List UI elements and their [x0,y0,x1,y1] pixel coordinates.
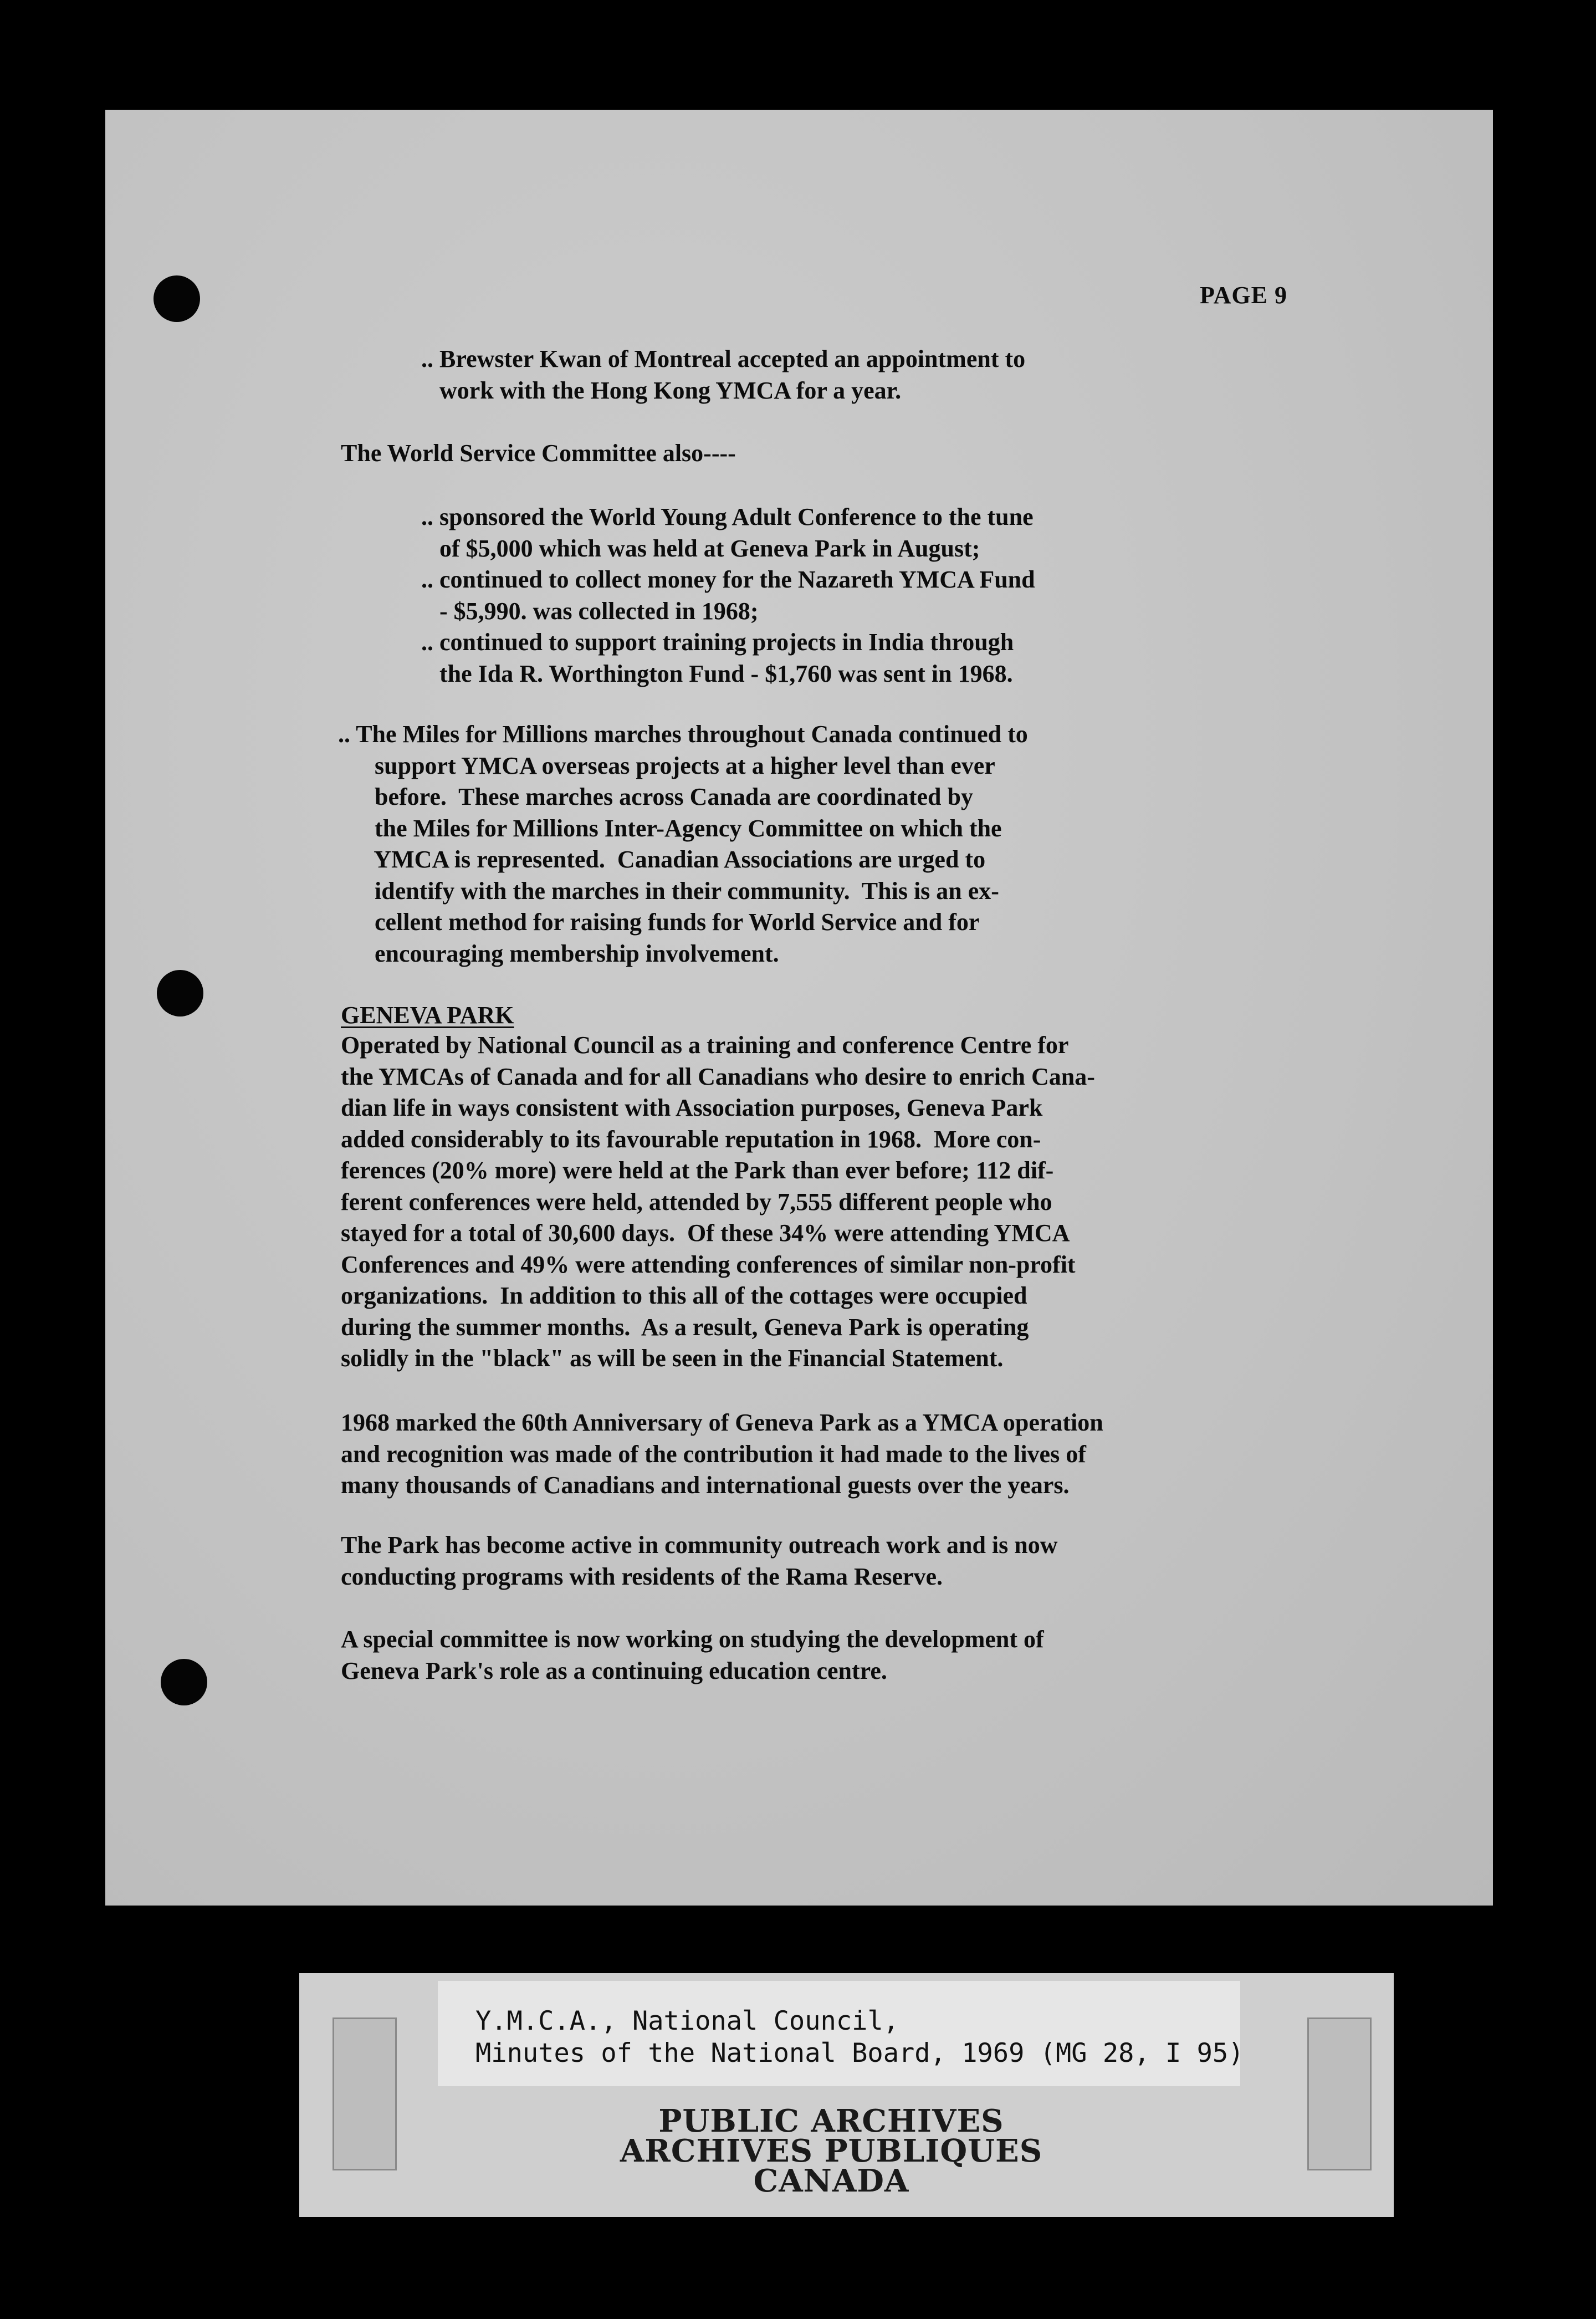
archive-citation-line-1: Y.M.C.A., National Council, [475,2006,899,2036]
list-world-service-items: .. sponsored the World Young Adult Conference to the tune of $5,000 which was held at Geneva Park in August; .. continued to collect money for the Nazareth YMCA Fund - $5,990. was collected in 1968; .. continued to support training projects in India through the Ida R. Worthington Fund - $1,760 was sent in 1968. [421,503,1035,687]
archive-citation [475,2005,1244,2070]
paragraph-world-service-intro: The World Service Committee also---- [341,440,736,467]
binder-hole-top [154,275,200,322]
binder-hole-bottom [161,1659,207,1705]
section-heading-geneva-park: GENEVA PARK [341,1002,514,1029]
paragraph-miles-for-millions: .. The Miles for Millions marches throughout Canada continued to support YMCA overseas projects at a higher level than ever before. These marches across Canada are coordinated by the Miles for Millions Inter-Agency Committee on which the YMCA is represented. Canadian Associations are urged to identify with the marches in their community. This is an ex- cellent method for raising funds for World Service and for encouraging membership involvement. [338,721,1028,967]
stamp-line-1: PUBLIC ARCHIVES [658,2103,1004,2139]
binder-hole-middle [157,970,203,1017]
archive-citation-line-2: Minutes of the National Board, 1969 (MG 28, I 95) [475,2038,1244,2068]
stamp-line-2: ARCHIVES PUBLIQUES [620,2133,1043,2169]
paragraph-geneva-park-operations: Operated by National Council as a training and conference Centre for the YMCAs of Canada and for all Canadians who desire to enrich Cana- dian life in ways consistent with Association purposes, Geneva Park added considerably to its favourable reputation in 1968. More con- ferences (20% more) were held at the Park than ever before; 112 dif- ferent conferences were held, attended by 7,555 different people who stayed for a total of 30,600 days. Of these 34% were attending YMCA Conferences and 49% were attending conferences of similar non-profit organizations. In addition to this all of the cottages were occupied during the summer months. As a result, Geneva Park is operating solidly in the "black" as will be seen in the Financial Statement. [341,1031,1095,1372]
label-strip-right-tab [1307,2017,1372,2170]
page-number: PAGE 9 [1200,282,1287,309]
paragraph-brewster-kwan: .. Brewster Kwan of Montreal accepted an appointment to work with the Hong Kong YMCA for a year. [421,345,1026,404]
paragraph-special-committee: A special committee is now working on studying the development of Geneva Park's role as a continuing education centre. [341,1626,1044,1684]
label-strip-left-tab [332,2017,397,2170]
paragraph-60th-anniversary: 1968 marked the 60th Anniversary of Geneva Park as a YMCA operation and recognition was made of the contribution it had made to the lives of many thousands of Canadians and international guests over the years. [341,1409,1103,1499]
stamp-line-3: CANADA [753,2163,909,2199]
paragraph-community-outreach: The Park has become active in community outreach work and is now conducting programs with residents of the Rama Reserve. [341,1531,1058,1590]
archives-stamp [582,2103,1081,2199]
